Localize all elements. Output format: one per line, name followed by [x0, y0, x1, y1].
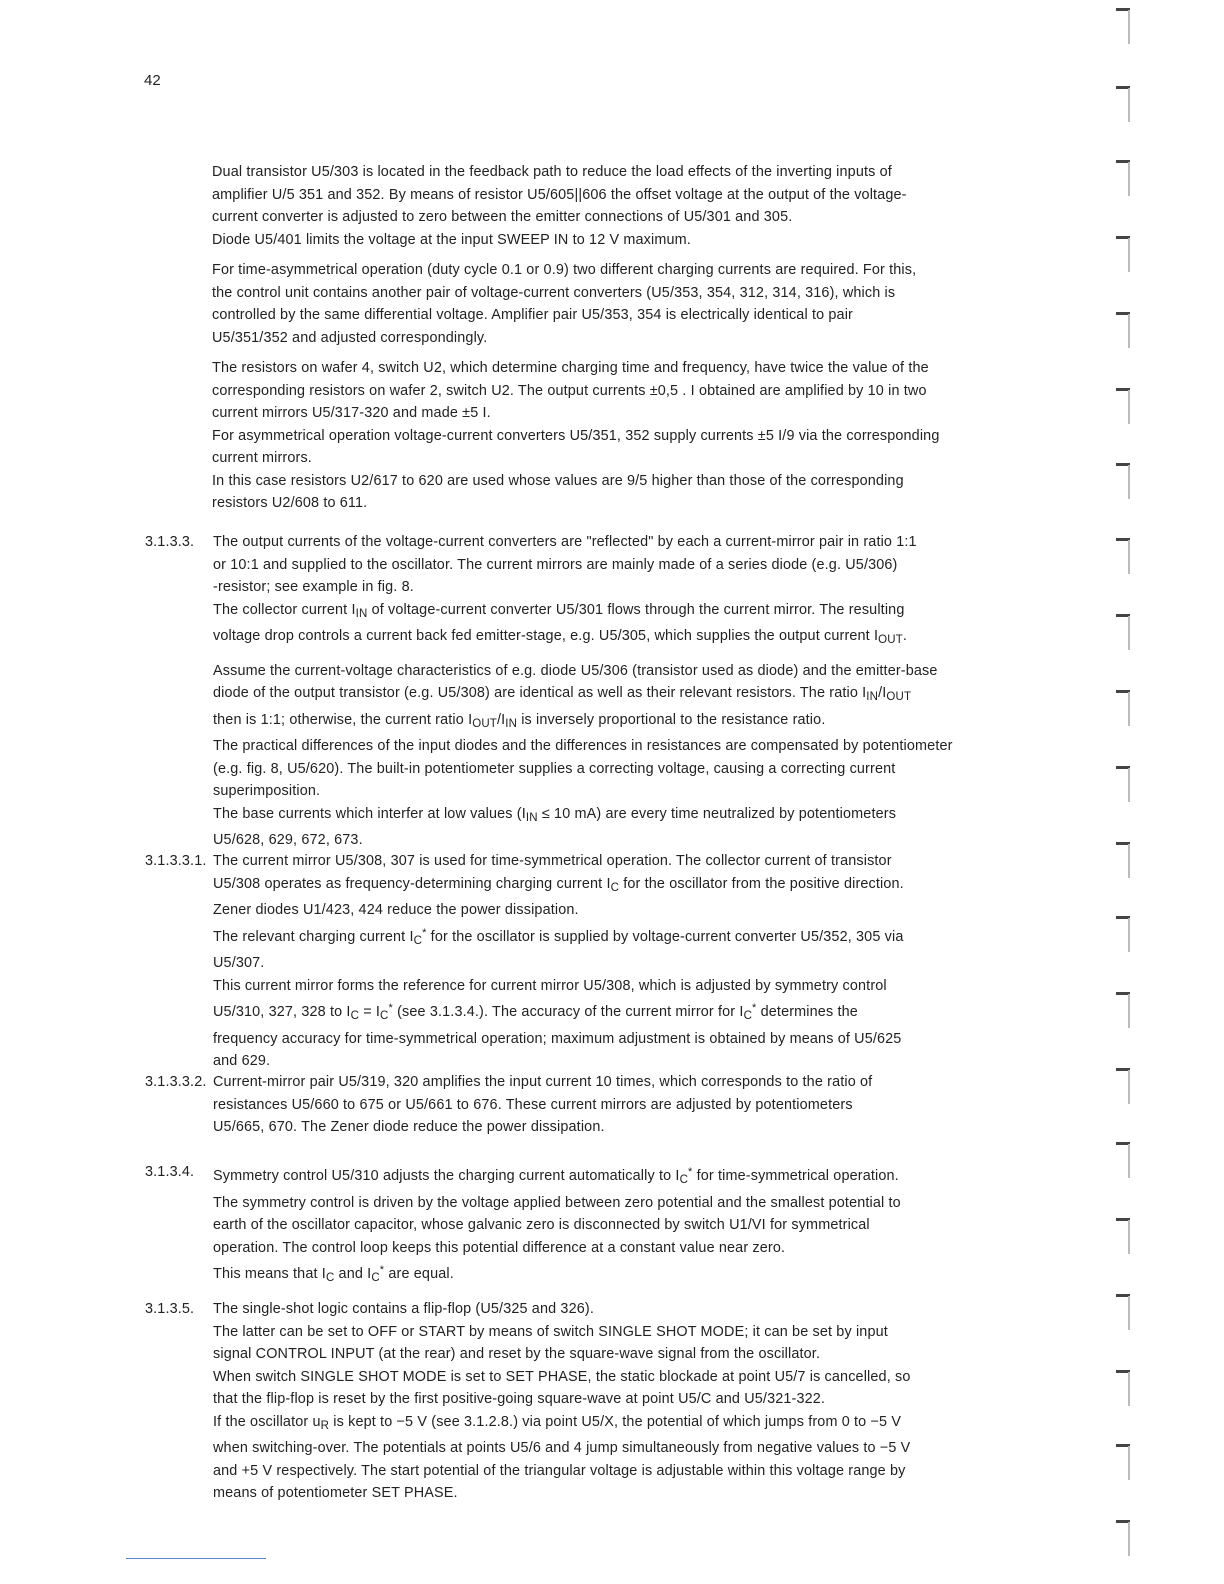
text-line: (e.g. fig. 8, U5/620). The built-in potentiometer supplies a correcting voltage, causing a correcting current [213, 760, 896, 777]
binding-tab [1116, 8, 1130, 46]
text-line: The relevant charging current $I_C^*$ for the oscillator is supplied by voltage-current converter U5/352, 305 via [213, 926, 904, 947]
text-line: In this case resistors U2/617 to 620 are used whose values are 9/5 higher than those of the corresponding [212, 472, 904, 489]
text-line: Dual transistor U5/303 is located in the feedback path to reduce the load effects of the inverting inputs of [212, 164, 892, 180]
text-line: the control unit contains another pair of voltage-current converters (U5/353, 354, 312, 314, 316), which is [212, 284, 896, 301]
text-line: U5/307. [213, 955, 265, 971]
section-number: 3.1.3.4. [145, 1164, 195, 1180]
text-line: then is 1:1; otherwise, the current ratio $I_{OUT}/I_{IN}$ is inversely proportional to the resistance ratio. [213, 711, 826, 730]
binding-tab [1116, 1142, 1130, 1180]
text-line: This means that $I_C$ and $I_C^*$ are equal. [213, 1264, 454, 1284]
text-line: The resistors on wafer 4, switch U2, which determine charging time and frequency, have twice the value of the [212, 360, 929, 376]
binding-tab [1116, 1218, 1130, 1256]
text-line: The base currents which interfer at low values ($I_{IN} \le 10$ mA) are every time neutralized by potentiometers [213, 805, 897, 824]
binding-tab [1116, 992, 1130, 1030]
binding-tab [1116, 236, 1130, 274]
text-line: current mirrors U5/317-320 and made ±5 I. [212, 405, 491, 421]
text-line: -resistor; see example in fig. 8. [213, 579, 414, 595]
binding-tab [1116, 1068, 1130, 1106]
section-number: 3.1.3.5. [145, 1301, 195, 1317]
text-line: U5/351/352 and adjusted correspondingly. [212, 329, 488, 346]
text-line: U5/665, 670. The Zener diode reduce the power dissipation. [213, 1119, 605, 1135]
binding-tab [1116, 312, 1130, 350]
text-line: superimposition. [213, 783, 321, 799]
binding-tab [1116, 690, 1130, 728]
binding-tab [1116, 388, 1130, 426]
text-line: The practical differences of the input diodes and the differences in resistances are compensated by potentiometer [213, 738, 953, 754]
footer-rule [126, 1558, 266, 1559]
text-line: current converter is adjusted to zero between the emitter connections of U5/301 and 305. [212, 209, 793, 225]
text-line: The latter can be set to OFF or START by means of switch SINGLE SHOT MODE; it can be set by input [213, 1323, 888, 1340]
section-number: 3.1.3.3.1. [145, 853, 207, 869]
text-line: when switching-over. The potentials at points U5/6 and 4 jump simultaneously from negative values to −5 V [213, 1440, 911, 1456]
text-line: voltage drop controls a current back fed emitter-stage, e.g. U5/305, which supplies the output current $I_{OUT}$. [213, 628, 908, 646]
text-line: means of potentiometer SET PHASE. [213, 1485, 458, 1501]
text-line: diode of the output transistor (e.g. U5/308) are identical as well as their relevant resistors. The ratio $I_{IN}/I_{OUT}$ [213, 685, 912, 703]
text-line: U5/310, 327, 328 to $I_C = I_C^*$ (see 3.1.3.4.). The accuracy of the current mirror for $I_C^*$ determines the [213, 1002, 858, 1022]
text-line: Assume the current-voltage characteristics of e.g. diode U5/306 (transistor used as diode) and the emitter-base [213, 662, 938, 679]
binding-tab [1116, 538, 1130, 576]
text-line: frequency accuracy for time-symmetrical operation; maximum adjustment is obtained by means of U5/625 [213, 1030, 902, 1047]
text-line: For time-asymmetrical operation (duty cycle 0.1 or 0.9) two different charging currents are required. For this, [212, 262, 917, 278]
text-line: resistors U2/608 to 611. [212, 495, 368, 511]
text-line: Diode U5/401 limits the voltage at the input SWEEP IN to 12 V maximum. [212, 231, 691, 248]
text-line: The collector current $I_{IN}$ of voltage-current converter U5/301 flows through the current mirror. The resulting [213, 601, 905, 620]
text-line: The single-shot logic contains a flip-flop (U5/325 and 326). [213, 1301, 594, 1317]
text-line: For asymmetrical operation voltage-current converters U5/351, 352 supply currents ±5 I/9 via the corresponding [212, 427, 940, 444]
text-line: This current mirror forms the reference for current mirror U5/308, which is adjusted by symmetry control [213, 977, 887, 994]
section-number: 3.1.3.3.2. [145, 1074, 207, 1090]
binding-tab [1116, 766, 1130, 804]
text-line: signal CONTROL INPUT (at the rear) and reset by the square-wave signal from the oscillator. [213, 1346, 821, 1362]
binding-tab [1116, 842, 1130, 880]
text-line: or 10:1 and supplied to the oscillator. The current mirrors are mainly made of a series diode (e.g. U5/306) [213, 556, 898, 573]
binding-tab [1116, 160, 1130, 198]
text-line: amplifier U/5 351 and 352. By means of resistor U5/605||606 the offset voltage at the output of the voltage- [212, 186, 907, 203]
text-line: resistances U5/660 to 675 or U5/661 to 676. These current mirrors are adjusted by potentiometers [213, 1096, 853, 1113]
binding-tab [1116, 916, 1130, 954]
text-line: Symmetry control U5/310 adjusts the charging current automatically to $I_C^*$ for time-symmetrical operation. [213, 1166, 899, 1186]
text-line: earth of the oscillator capacitor, whose galvanic zero is disconnected by switch U1/VI for symmetrical [213, 1217, 870, 1233]
binding-tab [1116, 1294, 1130, 1332]
binding-tab [1116, 1520, 1130, 1558]
text-line: and 629. [213, 1053, 271, 1069]
text-line: U5/308 operates as frequency-determining charging current $I_C$ for the oscillator from the positive direction. [213, 875, 904, 894]
text-line: The current mirror U5/308, 307 is used for time-symmetrical operation. The collector current of transistor [213, 853, 892, 869]
binding-tab [1116, 614, 1130, 652]
section-number: 3.1.3.3. [145, 534, 195, 550]
binding-tab [1116, 86, 1130, 124]
binding-tab [1116, 1444, 1130, 1482]
text-line: that the flip-flop is reset by the first positive-going square-wave at point U5/C and U5/321-322. [213, 1391, 826, 1407]
text-line: The symmetry control is driven by the voltage applied between zero potential and the smallest potential to [213, 1194, 901, 1211]
text-line: Current-mirror pair U5/319, 320 amplifies the input current 10 times, which corresponds to the ratio of [213, 1074, 873, 1090]
text-line: The output currents of the voltage-current converters are "reflected" by each a current-mirror pair in ratio 1:1 [213, 534, 917, 550]
text-line: operation. The control loop keeps this potential difference at a constant value near zero. [213, 1239, 786, 1256]
binding-tab [1116, 463, 1130, 501]
text-line: current mirrors. [212, 450, 312, 466]
page-number: 42 [144, 72, 161, 89]
intro-text [212, 161, 940, 515]
text-line: When switch SINGLE SHOT MODE is set to SET PHASE, the static blockade at point U5/7 is cancelled, so [213, 1368, 911, 1385]
text-line: and +5 V respectively. The start potential of the triangular voltage is adjustable within this voltage range by [213, 1462, 906, 1479]
binding-tab-strip [1116, 0, 1146, 1584]
text-line: U5/628, 629, 672, 673. [213, 832, 363, 848]
text-line: corresponding resistors on wafer 2, switch U2. The output currents ±0,5 . I obtained are amplified by 10 in two [212, 382, 927, 399]
binding-tab [1116, 1370, 1130, 1408]
text-line: Zener diodes U1/423, 424 reduce the power dissipation. [213, 902, 579, 918]
text-line: If the oscillator $u_R$ is kept to −5 V (see 3.1.2.8.) via point U5/X, the potential of which jumps from 0 to −5 V [213, 1413, 902, 1432]
text-line: controlled by the same differential voltage. Amplifier pair U5/353, 354 is electrically identical to pair [212, 307, 854, 323]
